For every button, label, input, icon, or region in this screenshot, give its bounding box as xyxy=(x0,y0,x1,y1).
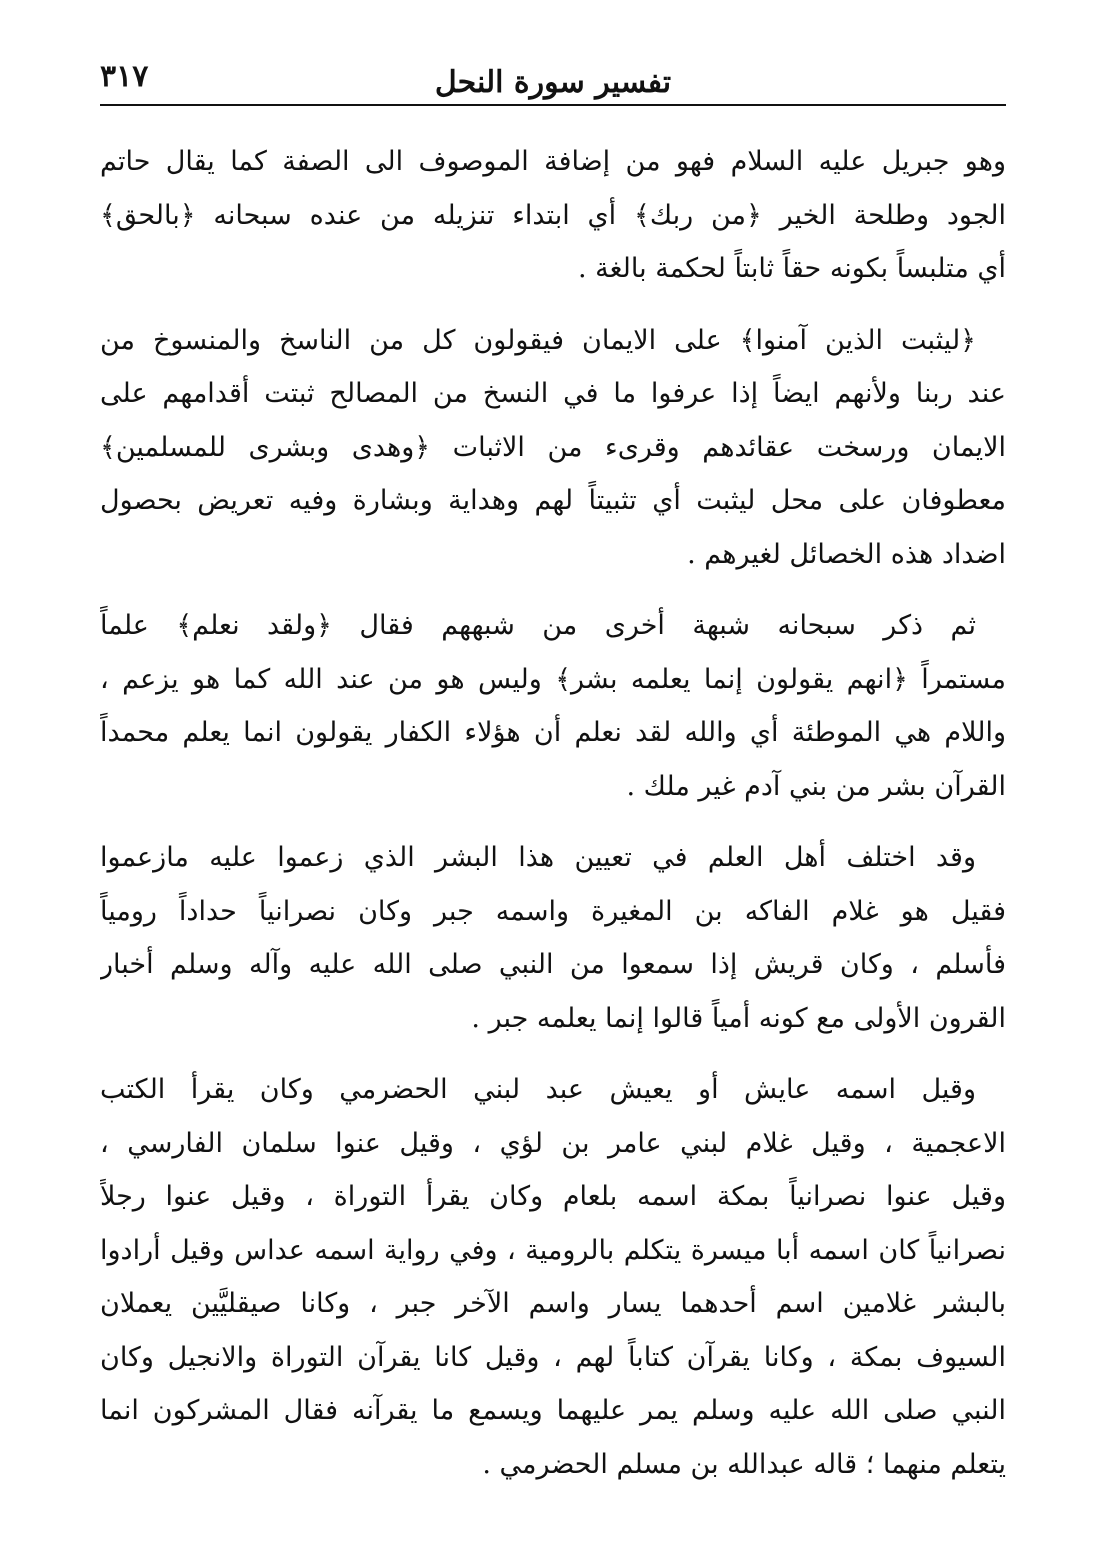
text-line: فقيل هو غلام الفاكه بن المغيرة واسمه جبر وكان نصرانياً حداداً رومياً xyxy=(100,895,1006,927)
text-line: يتعلم منهما ؛ قاله عبدالله بن مسلم الحضرمي . xyxy=(482,1448,1006,1480)
text-line: وهو جبريل عليه السلام فهو من إضافة الموصوف الى الصفة كما يقال حاتم xyxy=(100,146,1006,177)
text-line: واللام هي الموطئة أي والله لقد نعلم أن هؤلاء الكفار يقولون انما يعلم محمداً xyxy=(100,717,1006,748)
text-line: بالبشر غلامين اسم أحدهما يسار واسم الآخر جبر ، وكانا صيقليَّين يعملان xyxy=(100,1288,1006,1319)
text-line: القرون الأولى مع كونه أمياً قالوا إنما يعلمه جبر . xyxy=(471,1002,1006,1034)
text-line: مستمراً ﴿انهم يقولون إنما يعلمه بشر﴾ وليس هو من عند الله كما هو يزعم ، xyxy=(100,663,1006,695)
text-line: أي متلبساً بكونه حقاً ثابتاً لحكمة بالغة . xyxy=(578,253,1006,284)
paragraph-1 xyxy=(100,135,1006,296)
running-title: تفسير سورة النحل xyxy=(434,65,672,100)
text-line: الايمان ورسخت عقائدهم وقرىء من الاثبات ﴿وهدى وبشرى للمسلمين﴾ xyxy=(100,431,1006,463)
text-line: عند ربنا ولأنهم ايضاً إذا عرفوا ما في النسخ من المصالح ثبتت أقدامهم على xyxy=(100,378,1006,409)
paragraph-5 xyxy=(100,1063,1006,1491)
text-line: وقد اختلف أهل العلم في تعيين هذا البشر الذي زعموا عليه مازعموا xyxy=(100,842,976,873)
page-number: ٣١٧ xyxy=(100,59,149,94)
text-line: ﴿ليثبت الذين آمنوا﴾ على الايمان فيقولون كل من الناسخ والمنسوخ من xyxy=(100,324,976,356)
text-line: ثم ذكر سبحانه شبهة أخرى من شبههم فقال ﴿ولقد نعلم﴾ علماً xyxy=(100,610,976,641)
text-line: وقيل اسمه عايش أو يعيش عبد لبني الحضرمي وكان يقرأ الكتب xyxy=(100,1074,976,1105)
text-line: الجود وطلحة الخير ﴿من ربك﴾ أي ابتداء تنزيله من عنده سبحانه ﴿بالحق﴾ xyxy=(100,199,1006,231)
text-line: اضداد هذه الخصائل لغيرهم . xyxy=(687,538,1006,570)
text-line: القرآن بشر من بني آدم غير ملك . xyxy=(626,770,1006,802)
text-line: النبي صلى الله عليه وسلم يمر عليهما ويسمع ما يقرآنه فقال المشركون انما xyxy=(100,1395,1006,1426)
paragraph-2 xyxy=(100,314,1006,582)
header-divider xyxy=(100,104,1006,106)
text-line: فأسلم ، وكان قريش إذا سمعوا من النبي صلى الله عليه وآله وسلم أخبار xyxy=(100,949,1006,980)
paragraph-3 xyxy=(100,599,1006,813)
paragraph-4 xyxy=(100,831,1006,1045)
text-line: الاعجمية ، وقيل غلام لبني عامر بن لؤي ، وقيل عنوا سلمان الفارسي ، xyxy=(100,1127,1006,1159)
text-line: السيوف بمكة ، وكانا يقرآن كتاباً لهم ، وقيل كانا يقرآن التوراة والانجيل وكان xyxy=(100,1341,1006,1373)
text-line: نصرانياً كان اسمه أبا ميسرة يتكلم بالرومية ، وفي رواية اسمه عداس وقيل أرادوا xyxy=(100,1234,1006,1266)
text-line: وقيل عنوا نصرانياً بمكة اسمه بلعام وكان يقرأ التوراة ، وقيل عنوا رجلاً xyxy=(100,1181,1006,1212)
text-line: معطوفان على محل ليثبت أي تثبيتاً لهم وهداية وبشارة وفيه تعريض بحصول xyxy=(100,485,1006,516)
body-text xyxy=(100,135,1006,1509)
page-header xyxy=(100,55,1006,105)
